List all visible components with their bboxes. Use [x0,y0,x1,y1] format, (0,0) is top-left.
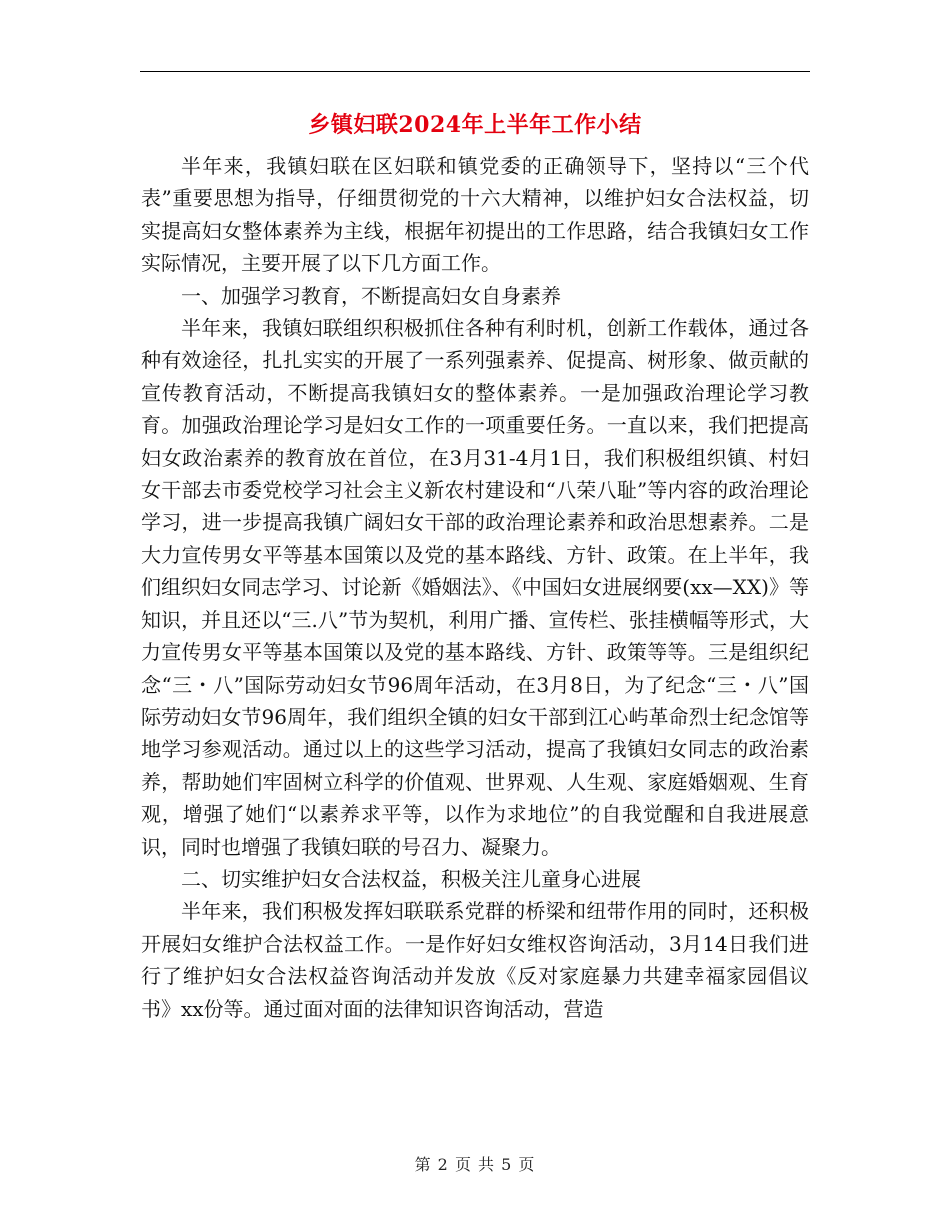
page-number-footer: 第 2 页 共 5 页 [414,1155,536,1174]
document-body [141,150,809,1025]
paragraph-section-1: 半年来，我镇妇联组织积极抓住各种有利时机，创新工作载体，通过各种有效途径，扎扎实实的开展了一系列强素养、促提高、树形象、做贡献的宣传教育活动，不断提高我镇妇女的整体素养。一是加强政治理论学习教育。加强政治理论学习是妇女工作的一项重要任务。一直以来，我们把提高妇女政治素养的教育放在首位，在3月31-4月1日，我们积极组织镇、村妇女干部去市委党校学习社会主义新农村建设和“八荣八耻”等内容的政治理论学习，进一步提高我镇广阔妇女干部的政治理论素养和政治思想素养。二是大力宣传男女平等基本国策以及党的基本路线、方针、政策。在上半年，我们组织妇女同志学习、讨论新《婚姻法》、《中国妇女进展纲要(xx—XX)》等知识，并且还以“三.八”节为契机，利用广播、宣传栏、张挂横幅等形式，大力宣传男女平等基本国策以及党的基本路线、方针、政策等等。三是组织纪念“三・八”国际劳动妇女节96周年活动，在3月8日，为了纪念“三・八”国际劳动妇女节96周年，我们组织全镇的妇女干部到江心屿革命烈士纪念馆等地学习参观活动。通过以上的这些学习活动，提高了我镇妇女同志的政治素养，帮助她们牢固树立科学的价值观、世界观、人生观、家庭婚姻观、生育观，增强了她们“以素养求平等，以作为求地位”的自我觉醒和自我进展意识，同时也增强了我镇妇联的号召力、凝聚力。 [141,316,809,859]
section-heading-1: 一、加强学习教育，不断提高妇女自身素养 [181,283,561,308]
document-title: 乡镇妇联2024年上半年工作小结 [308,112,642,138]
paragraph-section-2: 半年来，我们积极发挥妇联联系党群的桥梁和纽带作用的同时，还积极开展妇女维护合法权益工作。一是作好妇女维权咨询活动，3月14日我们进行了维护妇女合法权益咨询活动并发放《反对家庭暴力共建幸福家园倡议书》xx份等。通过面对面的法律知识咨询活动，营造 [141,899,809,1021]
header-divider [140,71,810,72]
section-heading-2: 二、切实维护妇女合法权益，积极关注儿童身心进展 [181,866,641,891]
paragraph-intro: 半年来，我镇妇联在区妇联和镇党委的正确领导下，坚持以“三个代表”重要思想为指导，仔细贯彻党的十六大精神，以维护妇女合法权益，切实提高妇女整体素养为主线，根据年初提出的工作思路，结合我镇妇女工作实际情况，主要开展了以下几方面工作。 [141,154,809,276]
